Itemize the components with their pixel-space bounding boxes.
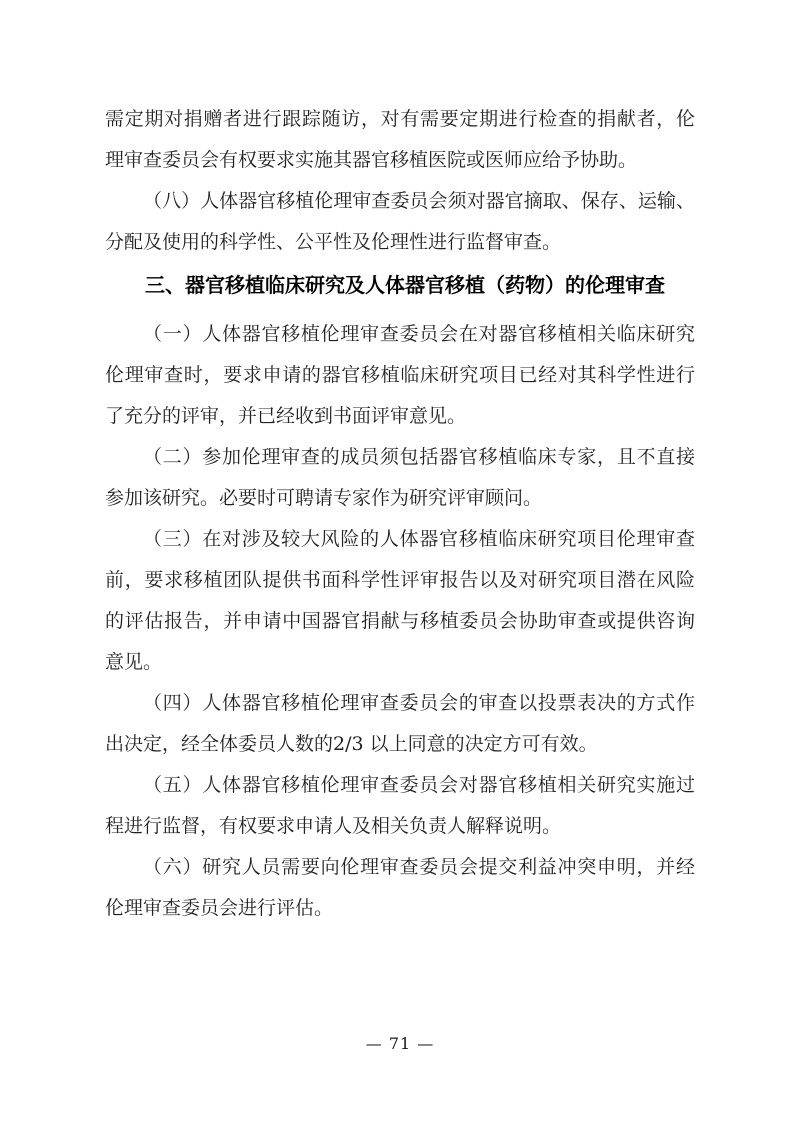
paragraph-line: 参加该研究。必要时可聘请专家作为研究评审顾问。	[105, 487, 543, 509]
page-number: — 71 —	[365, 1034, 435, 1053]
paragraph-line: 需定期对捐赠者进行跟踪随访，对有需要定期进行检查的捐献者，伦	[105, 108, 695, 130]
paragraph-line: 意见。	[105, 651, 163, 673]
page-footer	[0, 1032, 800, 1056]
page-content	[105, 99, 695, 929]
paragraph-line: （八）人体器官移植伦理审查委员会须对器官摘取、保存、运输、	[143, 190, 695, 212]
paragraph-line: （四）人体器官移植伦理审查委员会的审查以投票表决的方式作	[143, 692, 695, 714]
paragraph-line: （三）在对涉及较大风险的人体器官移植临床研究项目伦理审查	[143, 528, 695, 550]
paragraph-line: 程进行监督，有权要求申请人及相关负责人解释说明。	[105, 815, 562, 837]
paragraph-line: 分配及使用的科学性、公平性及伦理性进行监督审查。	[105, 231, 562, 253]
paragraph-line: （一）人体器官移植伦理审查委员会在对器官移植相关临床研究	[143, 323, 695, 345]
paragraph-line: 前，要求移植团队提供书面科学性评审报告以及对研究项目潜在风险	[105, 569, 695, 591]
paragraph-line: 了充分的评审，并已经收到书面评审意见。	[105, 405, 467, 427]
paragraph-line: 伦理审查时，要求申请的器官移植临床研究项目已经对其科学性进行	[105, 364, 695, 386]
paragraph-line: 的评估报告，并申请中国器官捐献与移植委员会协助审查或提供咨询	[105, 610, 695, 632]
paragraph-line: 伦理审查委员会进行评估。	[105, 897, 334, 919]
paragraph-line: （二）参加伦理审查的成员须包括器官移植临床专家，且不直接	[143, 446, 695, 468]
paragraph-line: （五）人体器官移植伦理审查委员会对器官移植相关研究实施过	[143, 774, 695, 796]
paragraph-line: 出决定，经全体委员人数的2/3 以上同意的决定方可有效。	[105, 733, 598, 755]
paragraph-line: 理审查委员会有权要求实施其器官移植医院或医师应给予协助。	[105, 149, 638, 171]
paragraph-line: （六）研究人员需要向伦理审查委员会提交利益冲突申明，并经	[143, 856, 695, 878]
section-heading: 三、器官移植临床研究及人体器官移植（药物）的伦理审查	[145, 273, 665, 297]
